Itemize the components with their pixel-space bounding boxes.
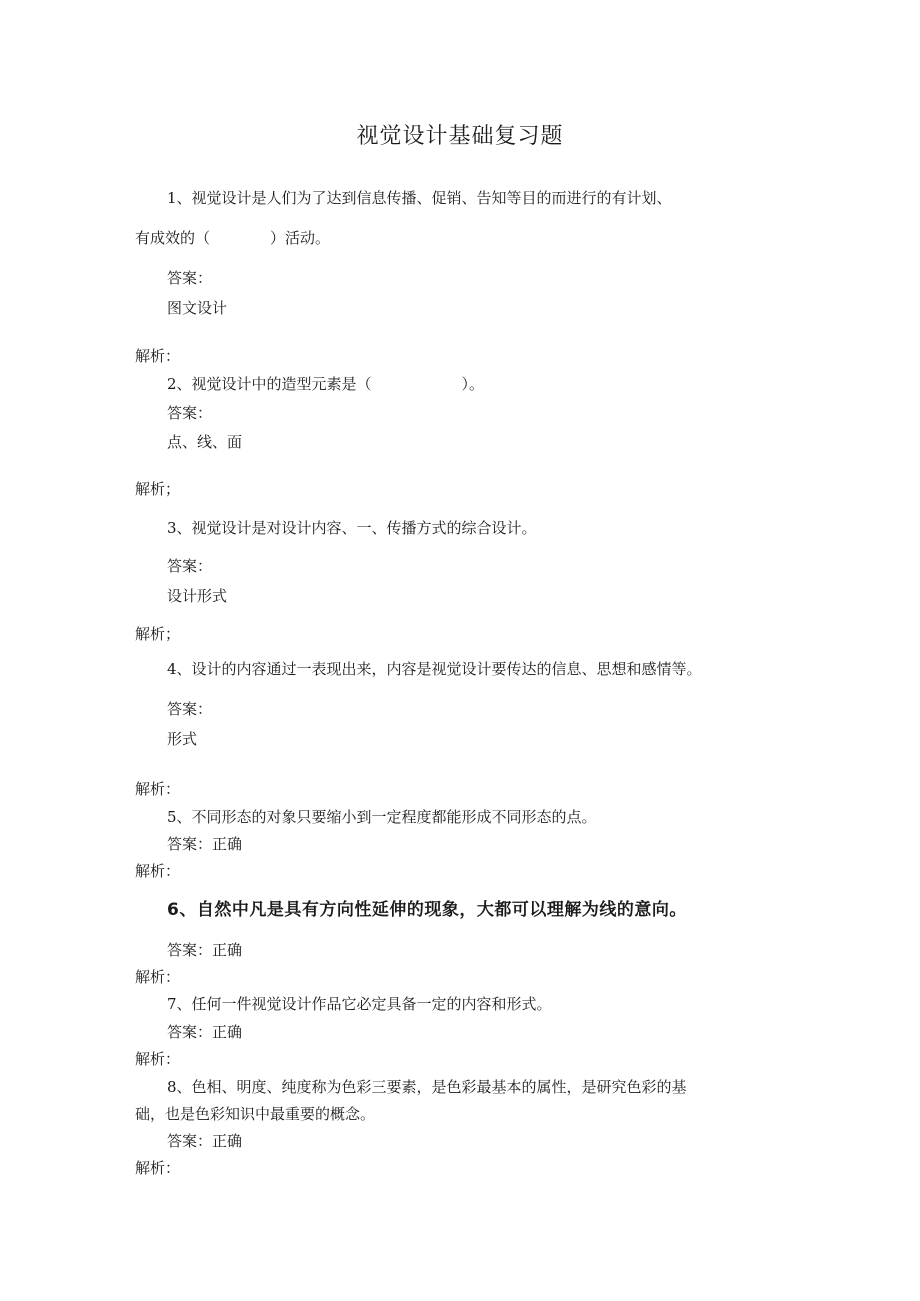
question-4-analysis: 解析： <box>135 780 181 798</box>
question-8-text-line-2: 础，也是色彩知识中最重要的概念。 <box>135 1105 376 1123</box>
question-1-text-line-2: 有成效的（ ）活动。 <box>135 229 331 247</box>
question-7-text: 7、任何一件视觉设计作品它必定具备一定的内容和形式。 <box>167 995 552 1013</box>
question-1-text-line-1: 1、视觉设计是人们为了达到信息传播、促销、告知等目的而进行的有计划、 <box>167 189 672 207</box>
question-3-answer: 设计形式 <box>167 587 228 605</box>
question-4-text: 4、设计的内容通过一表现出来，内容是视觉设计要传达的信息、思想和感情等。 <box>167 660 702 678</box>
question-6-answer: 答案：正确 <box>167 941 243 959</box>
question-3-analysis: 解析； <box>135 625 181 643</box>
question-8-analysis: 解析： <box>135 1159 181 1177</box>
question-2-answer: 点、线、面 <box>167 433 243 451</box>
question-3-answer-label: 答案： <box>167 557 213 575</box>
question-5-analysis: 解析： <box>135 862 181 880</box>
question-5-text: 5、不同形态的对象只要缩小到一定程度都能形成不同形态的点。 <box>167 808 597 826</box>
question-3-text: 3、视觉设计是对设计内容、一、传播方式的综合设计。 <box>167 519 537 537</box>
page-title: 视觉设计基础复习题 <box>356 124 564 149</box>
question-6-text: 6、自然中凡是具有方向性延伸的现象，大都可以理解为线的意向。 <box>167 900 687 920</box>
question-4-answer: 形式 <box>167 730 198 748</box>
question-8-text-line-1: 8、色相、明度、纯度称为色彩三要素，是色彩最基本的属性，是研究色彩的基 <box>167 1078 687 1096</box>
question-2-answer-label: 答案： <box>167 404 213 422</box>
question-1-answer-label: 答案： <box>167 269 213 287</box>
question-2-text: 2、视觉设计中的造型元素是（ ）。 <box>167 375 485 393</box>
question-7-analysis: 解析： <box>135 1050 181 1068</box>
question-7-answer: 答案：正确 <box>167 1023 243 1041</box>
question-1-analysis: 解析： <box>135 347 181 365</box>
question-6-analysis: 解析： <box>135 968 181 986</box>
question-5-answer: 答案：正确 <box>167 835 243 853</box>
question-1-answer: 图文设计 <box>167 299 228 317</box>
question-2-analysis: 解析； <box>135 480 181 498</box>
question-8-answer: 答案：正确 <box>167 1132 243 1150</box>
question-4-answer-label: 答案： <box>167 700 213 718</box>
